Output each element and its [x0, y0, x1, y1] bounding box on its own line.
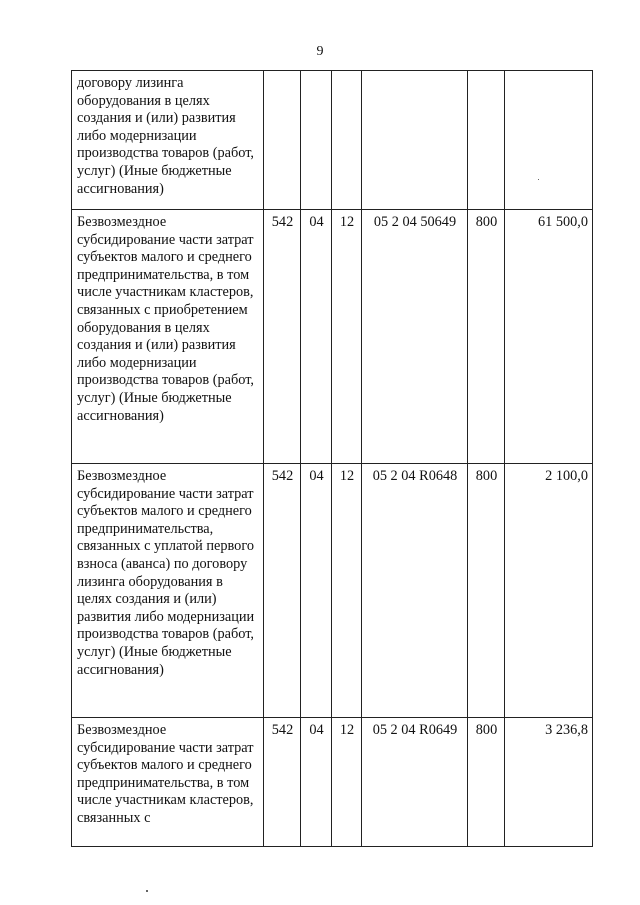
amount-cell: 61 500,0	[505, 210, 593, 464]
table-row	[72, 718, 593, 847]
amount-cell: 3 236,8	[505, 718, 593, 847]
expense-type-cell: 800	[468, 210, 505, 464]
section-code-cell: 04	[301, 718, 332, 847]
ministry-code-cell: 542	[264, 464, 301, 718]
target-article-cell: 05 2 04 R0648	[362, 464, 468, 718]
subsection-code-cell	[332, 71, 362, 210]
budget-table	[71, 70, 593, 847]
scan-speck	[538, 179, 539, 180]
ministry-code-cell	[264, 71, 301, 210]
expense-name-cell: Безвозмездное субсидирование части затрат субъектов малого и среднего предпринимательства, связанных с уплатой первого взноса (аванса) по договору лизинга оборудования в целях создания и (или) развития либо модернизации производства товаров (работ, услуг) (Иные бюджетные ассигнования)	[72, 464, 264, 718]
expense-type-cell: 800	[468, 718, 505, 847]
page-number: 9	[316, 44, 324, 59]
section-code-cell	[301, 71, 332, 210]
subsection-code-cell: 12	[332, 464, 362, 718]
subsection-code-cell: 12	[332, 210, 362, 464]
target-article-cell: 05 2 04 R0649	[362, 718, 468, 847]
target-article-cell	[362, 71, 468, 210]
scan-speck	[146, 890, 148, 892]
subsection-code-cell: 12	[332, 718, 362, 847]
section-code-cell: 04	[301, 464, 332, 718]
expense-name-cell: договору лизинга оборудования в целях создания и (или) развития либо модернизации производства товаров (работ, услуг) (Иные бюджетные ассигнования)	[72, 71, 264, 210]
amount-cell	[505, 71, 593, 210]
table-row	[72, 71, 593, 210]
expense-name-cell: Безвозмездное субсидирование части затрат субъектов малого и среднего предпринимательства, в том числе участникам кластеров, связанных с приобретением оборудования в целях создания и (или) развития либо модернизации производства товаров (работ, услуг) (Иные бюджетные ассигнования)	[72, 210, 264, 464]
target-article-cell: 05 2 04 50649	[362, 210, 468, 464]
expense-type-cell: 800	[468, 464, 505, 718]
expense-type-cell	[468, 71, 505, 210]
amount-cell: 2 100,0	[505, 464, 593, 718]
table-row	[72, 210, 593, 464]
table-row	[72, 464, 593, 718]
ministry-code-cell: 542	[264, 718, 301, 847]
section-code-cell: 04	[301, 210, 332, 464]
ministry-code-cell: 542	[264, 210, 301, 464]
expense-name-cell: Безвозмездное субсидирование части затрат субъектов малого и среднего предпринимательства, в том числе участникам кластеров, связанных с	[72, 718, 264, 847]
